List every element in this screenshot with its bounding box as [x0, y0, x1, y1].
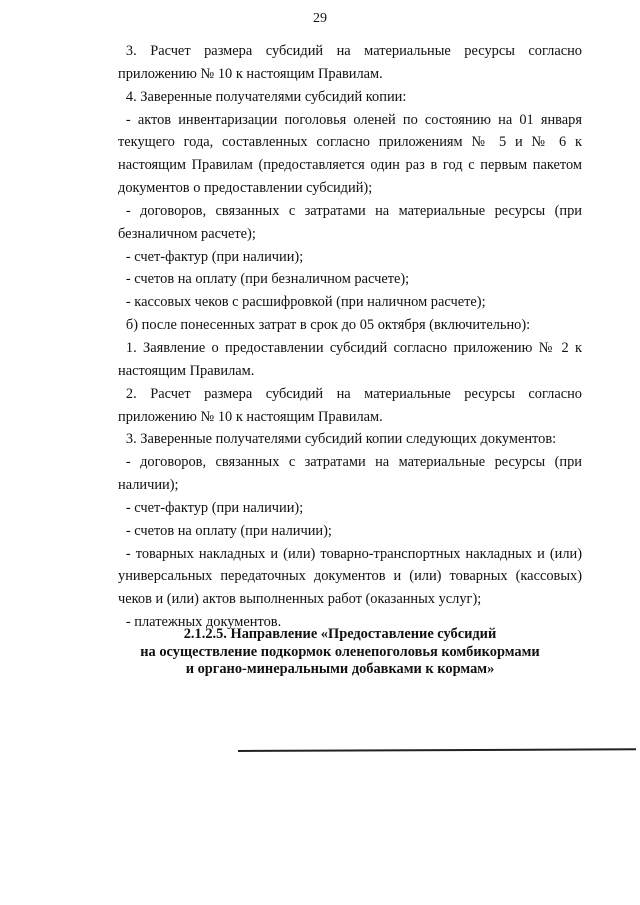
page-number: 29 — [313, 11, 327, 26]
paragraph: 3. Заверенные получателями субсидий копии следующих документов: — [125, 431, 557, 448]
paragraph: 4. Заверенные получателями субсидий копии: — [125, 88, 407, 105]
paragraph: 3. Расчет размера субсидий на материальные ресурсы согласно приложению № 10 к настоящим Правилам. — [118, 43, 582, 82]
paragraph: - счетов на оплату (при наличии); — [125, 522, 332, 539]
paragraph: - договоров, связанных с затратами на материальные ресурсы (при безналичном расчете); — [118, 202, 582, 242]
paragraph: 1. Заявление о предоставлении субсидий согласно приложению № 2 к настоящим Правилам. — [118, 339, 582, 379]
horizontal-rule — [238, 748, 636, 752]
paragraph: - кассовых чеков с расшифровкой (при наличном расчете); — [125, 294, 486, 311]
paragraph: - счет-фактур (при наличии); — [125, 499, 304, 516]
document-body — [118, 40, 582, 634]
paragraph: 2. Расчет размера субсидий на материальные ресурсы согласно приложению № 10 к настоящим Правилам. — [118, 385, 582, 425]
paragraph: - договоров, связанных с затратами на материальные ресурсы (при наличии); — [118, 454, 582, 494]
section-heading — [100, 626, 580, 679]
paragraph: - актов инвентаризации поголовья оленей по состоянию на 01 января текущего года, составленных согласно приложениям № 5 и № 6 к настоящим Правилам (предоставляется один раз в год с первым пакетом документов о предоставлении субсидий); — [118, 111, 582, 197]
section-heading-line: и органо-минеральными добавками к кормам» — [185, 661, 495, 677]
paragraph: б) после понесенных затрат в срок до 05 октября (включительно): — [125, 317, 531, 334]
paragraph: - счет-фактур (при наличии); — [125, 248, 304, 265]
paragraph: - платежных документов. — [125, 614, 282, 631]
section-heading-line: на осуществление подкормок оленепоголовья комбикормами — [140, 643, 540, 660]
section-heading-line: 2.1.2.5. Направление «Предоставление субсидий — [183, 626, 497, 642]
paragraph: - товарных накладных и (или) товарно-транспортных накладных и (или) универсальных передаточных документов и (или) товарных (кассовых) чеков и (или) актов выполненных работ (оказанных услуг); — [118, 545, 582, 608]
paragraph: - счетов на оплату (при безналичном расчете); — [125, 271, 410, 288]
